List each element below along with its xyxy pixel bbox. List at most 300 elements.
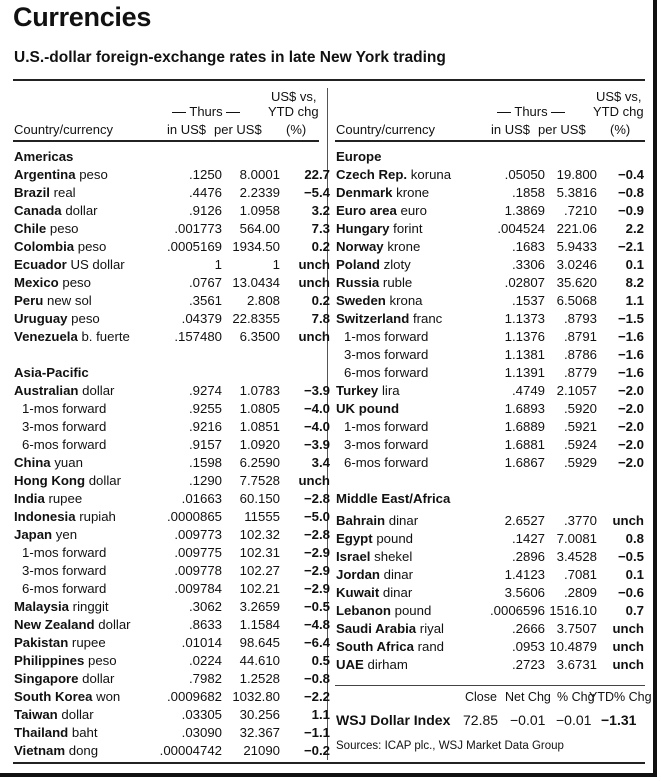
currency-name — [336, 238, 420, 256]
value-per-us: 102.21 — [239, 581, 280, 596]
value-in-us: .4749 — [511, 383, 545, 398]
value-ytd-change: −4.8 — [303, 617, 330, 632]
currency-unit: 1-mos forward — [344, 419, 429, 434]
country-name: Taiwan — [14, 707, 58, 722]
dollar-index-header-close: Close — [465, 690, 497, 704]
value-per-us: 1.0851 — [239, 419, 280, 434]
value-in-us: 1.6881 — [504, 437, 545, 452]
currency-row — [336, 584, 646, 602]
currency-row — [336, 166, 646, 184]
country-name: Hong Kong — [14, 473, 86, 488]
bottom-rule — [13, 762, 645, 764]
currency-unit: baht — [71, 725, 98, 740]
country-name: Jordan — [336, 567, 380, 582]
country-name: New Zealand — [14, 617, 95, 632]
currency-name — [344, 454, 428, 472]
value-per-us: 564.00 — [239, 221, 280, 236]
currency-row — [14, 310, 330, 328]
currency-name — [336, 512, 418, 530]
value-in-us: .04379 — [181, 311, 222, 326]
left-header-pct: (%) — [286, 122, 307, 137]
currency-name — [22, 544, 106, 562]
value-in-us: 1.6867 — [504, 455, 545, 470]
country-name: Indonesia — [14, 509, 76, 524]
currency-row — [336, 328, 646, 346]
value-ytd-change: −1.6 — [617, 329, 644, 344]
value-per-us: 2.1057 — [556, 383, 597, 398]
value-per-us: 2.808 — [246, 293, 280, 308]
right-header-ytd-top: US$ vs, — [596, 89, 642, 104]
currency-unit: dollar — [61, 707, 94, 722]
value-per-us: 6.3500 — [239, 329, 280, 344]
currency-row — [14, 688, 330, 706]
value-ytd-change: −2.8 — [303, 527, 330, 542]
value-in-us: .9157 — [188, 437, 222, 452]
currency-name — [14, 220, 79, 238]
currency-row — [336, 184, 646, 202]
value-ytd-change: −3.9 — [303, 383, 330, 398]
value-ytd-change: −2.0 — [617, 401, 644, 416]
value-ytd-change: −2.0 — [617, 383, 644, 398]
value-per-us: 1516.10 — [549, 603, 597, 618]
section-heading — [336, 148, 646, 166]
value-per-us: 5.9433 — [556, 239, 597, 254]
currency-row — [14, 454, 330, 472]
country-name: Kuwait — [336, 585, 380, 600]
currency-name — [22, 418, 106, 436]
currency-name — [336, 530, 413, 548]
currency-row — [14, 526, 330, 544]
value-ytd-change: 1.1 — [625, 293, 644, 308]
value-ytd-change: 7.3 — [311, 221, 330, 236]
currency-name — [344, 418, 428, 436]
value-per-us: 1.0805 — [239, 401, 280, 416]
country-name: Peru — [14, 293, 44, 308]
currency-unit: rupee — [71, 635, 106, 650]
country-name: Czech Rep. — [336, 167, 408, 182]
currency-name — [14, 274, 91, 292]
currency-row — [336, 292, 646, 310]
currency-unit: 1-mos forward — [22, 545, 107, 560]
value-ytd-change: −5.4 — [303, 185, 330, 200]
currency-unit: dinar — [388, 513, 419, 528]
value-in-us: .0224 — [188, 653, 222, 668]
currency-row — [14, 274, 330, 292]
value-ytd-change: 7.8 — [311, 311, 330, 326]
country-name: Uruguay — [14, 311, 68, 326]
value-ytd-change: −4.0 — [303, 401, 330, 416]
currency-unit: peso — [49, 221, 79, 236]
value-ytd-change: 3.2 — [311, 203, 330, 218]
value-per-us: 35.620 — [556, 275, 597, 290]
value-per-us: .8779 — [563, 365, 597, 380]
currency-row — [14, 292, 330, 310]
country-name: Malaysia — [14, 599, 69, 614]
value-ytd-change: −2.9 — [303, 581, 330, 596]
value-ytd-change: −2.9 — [303, 563, 330, 578]
value-per-us: 11555 — [244, 509, 280, 524]
page-title: Currencies — [13, 2, 152, 32]
currency-name — [336, 184, 429, 202]
value-per-us: .5921 — [563, 419, 597, 434]
right-column — [336, 148, 646, 674]
currency-unit: forint — [393, 221, 423, 236]
value-ytd-change: −0.5 — [617, 549, 644, 564]
value-ytd-change: −1.1 — [303, 725, 330, 740]
country-name: Saudi Arabia — [336, 621, 417, 636]
currency-row — [336, 274, 646, 292]
left-header-thurs-label: Thurs — [189, 104, 223, 119]
value-in-us: 3.5606 — [504, 585, 545, 600]
currency-unit: 6-mos forward — [22, 581, 107, 596]
left-header-ytd-top: US$ vs, — [271, 89, 317, 104]
currency-unit: yuan — [54, 455, 83, 470]
value-ytd-change: 3.4 — [311, 455, 330, 470]
country-name: Hungary — [336, 221, 390, 236]
value-ytd-change: 2.2 — [625, 221, 644, 236]
section-heading — [14, 148, 324, 166]
currency-unit: dong — [68, 743, 99, 758]
value-ytd-change: −1.5 — [617, 311, 644, 326]
section-label: Middle East/Africa — [336, 491, 451, 506]
currency-unit: yen — [55, 527, 78, 542]
sources-note: Sources: ICAP plc., WSJ Market Data Group — [336, 740, 564, 752]
value-per-us: 3.6731 — [556, 657, 597, 672]
currency-unit: dinar — [382, 585, 413, 600]
country-name: Bahrain — [336, 513, 386, 528]
currency-row — [14, 562, 330, 580]
value-in-us: .00004742 — [159, 743, 222, 758]
value-per-us: 1032.80 — [232, 689, 280, 704]
currency-row — [14, 220, 330, 238]
currency-name — [336, 400, 399, 418]
currency-row — [14, 490, 330, 508]
currency-unit: krona — [389, 293, 423, 308]
currency-row — [14, 616, 330, 634]
currency-unit: dollar — [98, 617, 131, 632]
value-ytd-change: 0.2 — [311, 293, 330, 308]
value-ytd-change: unch — [298, 275, 330, 290]
currency-unit: riyal — [419, 621, 444, 636]
value-per-us: 10.4879 — [549, 639, 597, 654]
country-name: UK — [336, 401, 356, 416]
value-per-us: .2809 — [563, 585, 597, 600]
value-per-us: 3.4528 — [556, 549, 597, 564]
currency-name — [336, 256, 411, 274]
section-label: Asia-Pacific — [14, 365, 89, 380]
currency-row — [336, 638, 646, 656]
currency-row — [336, 454, 646, 472]
currency-unit: 3-mos forward — [22, 563, 107, 578]
country-name: Venezuela — [14, 329, 78, 344]
value-in-us: .009773 — [174, 527, 222, 542]
section-heading — [14, 364, 324, 382]
country-name: Argentina — [14, 167, 76, 182]
value-in-us: .7982 — [188, 671, 222, 686]
currency-row — [336, 512, 646, 530]
value-per-us: 21090 — [243, 743, 280, 758]
value-in-us: 1.3869 — [504, 203, 545, 218]
value-per-us: 6.2590 — [239, 455, 280, 470]
country-name: Thailand — [14, 725, 69, 740]
currency-unit: peso — [88, 653, 117, 668]
section-label: Americas — [14, 149, 74, 164]
country-name: China — [14, 455, 51, 470]
currency-unit: b. fuerte — [81, 329, 130, 344]
value-per-us: 1 — [272, 257, 280, 272]
country-name: Philippines — [14, 653, 85, 668]
value-in-us: .9216 — [188, 419, 222, 434]
value-per-us: 3.0246 — [556, 257, 597, 272]
value-per-us: 30.256 — [239, 707, 280, 722]
value-in-us: .2666 — [511, 621, 545, 636]
value-ytd-change: −5.0 — [303, 509, 330, 524]
value-per-us: 60.150 — [239, 491, 280, 506]
currency-name — [344, 346, 428, 364]
value-per-us: 1.0920 — [239, 437, 280, 452]
value-in-us: 1.1373 — [504, 311, 545, 326]
thurs-line-right-r — [551, 112, 565, 113]
currency-name — [14, 166, 108, 184]
value-ytd-change: −2.0 — [617, 419, 644, 434]
value-ytd-change: unch — [612, 621, 644, 636]
value-ytd-change: −0.8 — [303, 671, 330, 686]
currency-unit: US dollar — [70, 257, 125, 272]
currency-row — [336, 202, 646, 220]
thurs-line-right — [226, 112, 240, 113]
country-name: Egypt — [336, 531, 373, 546]
section-gap — [14, 346, 324, 364]
currency-row — [14, 472, 330, 490]
currency-name — [14, 382, 114, 400]
currency-unit: rupee — [48, 491, 83, 506]
value-ytd-change: unch — [612, 657, 644, 672]
dollar-index-ytdpct: −1.31 — [601, 712, 637, 728]
right-header-thurs — [497, 104, 565, 119]
right-header-country: Country/currency — [336, 122, 435, 137]
value-ytd-change: −0.5 — [303, 599, 330, 614]
currency-name — [336, 566, 413, 584]
value-in-us: 1.4123 — [504, 567, 545, 582]
currency-name — [14, 184, 76, 202]
currency-unit: peso — [71, 311, 100, 326]
country-name: Poland — [336, 257, 380, 272]
left-column — [14, 148, 330, 760]
currency-unit: dollar — [82, 671, 115, 686]
currency-name — [14, 292, 92, 310]
country-name: Vietnam — [14, 743, 66, 758]
currency-row — [14, 724, 330, 742]
value-ytd-change: 0.1 — [625, 567, 644, 582]
currency-name — [14, 724, 98, 742]
value-ytd-change: 8.2 — [625, 275, 644, 290]
country-name: Chile — [14, 221, 47, 236]
value-per-us: .7081 — [563, 567, 597, 582]
currency-unit: dollar — [65, 203, 98, 218]
currency-row — [14, 382, 330, 400]
value-in-us: 1.6893 — [504, 401, 545, 416]
currency-name — [14, 688, 120, 706]
currency-row — [336, 530, 646, 548]
currency-unit: 3-mos forward — [344, 347, 429, 362]
currency-row — [14, 670, 330, 688]
currency-unit: dollar — [82, 383, 115, 398]
country-name: Colombia — [14, 239, 75, 254]
value-per-us: 7.0081 — [556, 531, 597, 546]
currency-row — [14, 598, 330, 616]
value-per-us: 1.0783 — [239, 383, 280, 398]
section-label: Europe — [336, 149, 382, 164]
value-per-us: .5929 — [563, 455, 597, 470]
value-per-us: 221.06 — [556, 221, 597, 236]
currency-row — [336, 656, 646, 674]
currency-unit: krone — [387, 239, 421, 254]
value-ytd-change: −2.2 — [303, 689, 330, 704]
currency-name — [22, 400, 106, 418]
currency-unit: rand — [417, 639, 444, 654]
country-name: South Korea — [14, 689, 93, 704]
currency-name — [22, 580, 106, 598]
currency-row — [336, 436, 646, 454]
currency-unit: 6-mos forward — [344, 455, 429, 470]
dollar-index-netchg: −0.01 — [510, 712, 546, 728]
country-name: Brazil — [14, 185, 50, 200]
currency-unit: won — [96, 689, 121, 704]
value-ytd-change: −2.9 — [303, 545, 330, 560]
currency-name — [336, 620, 444, 638]
currency-unit: pound — [358, 401, 400, 416]
currency-row — [336, 310, 646, 328]
currency-row — [336, 238, 646, 256]
value-in-us: .02807 — [504, 275, 545, 290]
currency-row — [336, 602, 646, 620]
currency-name — [336, 584, 412, 602]
currency-unit: zloty — [383, 257, 411, 272]
value-per-us: 102.32 — [239, 527, 280, 542]
country-name: Singapore — [14, 671, 79, 686]
left-header-country: Country/currency — [14, 122, 113, 137]
value-in-us: .8633 — [188, 617, 222, 632]
currency-name — [14, 742, 98, 760]
right-header-in-us: in US$ — [491, 122, 531, 137]
dollar-index-header-ytdpct: YTD% Chg — [589, 690, 652, 704]
currency-unit: ruble — [382, 275, 413, 290]
left-header-in-us: in US$ — [167, 122, 207, 137]
currency-row — [14, 328, 330, 346]
value-ytd-change: 0.2 — [311, 239, 330, 254]
currency-row — [14, 580, 330, 598]
value-in-us: .1683 — [511, 239, 545, 254]
country-name: Canada — [14, 203, 62, 218]
currency-name — [14, 310, 100, 328]
currency-name — [336, 310, 442, 328]
currency-name — [14, 238, 106, 256]
value-in-us: .1290 — [188, 473, 222, 488]
currency-name — [14, 670, 114, 688]
value-per-us: .7210 — [563, 203, 597, 218]
value-ytd-change: −2.1 — [617, 239, 644, 254]
currency-unit: dollar — [88, 473, 121, 488]
value-ytd-change: −1.6 — [617, 365, 644, 380]
currency-unit: pound — [376, 531, 413, 546]
currency-row — [14, 652, 330, 670]
dollar-index-header-netchg: Net Chg — [505, 690, 551, 704]
value-ytd-change: unch — [298, 257, 330, 272]
value-per-us: .5924 — [563, 437, 597, 452]
value-in-us: .001773 — [174, 221, 222, 236]
currency-name — [336, 220, 423, 238]
value-ytd-change: −0.9 — [617, 203, 644, 218]
value-per-us: 3.2659 — [239, 599, 280, 614]
country-name: Lebanon — [336, 603, 391, 618]
value-in-us: .03305 — [181, 707, 222, 722]
currency-row — [14, 184, 330, 202]
country-name: Norway — [336, 239, 384, 254]
value-in-us: .004524 — [497, 221, 545, 236]
currency-name — [336, 274, 412, 292]
country-name: Israel — [336, 549, 371, 564]
currency-row — [14, 238, 330, 256]
currency-row — [14, 634, 330, 652]
value-in-us: 1.6889 — [504, 419, 545, 434]
currency-name — [336, 292, 423, 310]
currency-row — [14, 508, 330, 526]
value-per-us: 22.8355 — [232, 311, 280, 326]
country-name: India — [14, 491, 45, 506]
value-in-us: .0009682 — [166, 689, 222, 704]
currency-unit: peso — [62, 275, 91, 290]
thurs-line-left-r — [497, 112, 511, 113]
currency-name — [14, 256, 125, 274]
value-ytd-change: −2.0 — [617, 437, 644, 452]
value-in-us: 1 — [214, 257, 222, 272]
currency-row — [14, 400, 330, 418]
currency-unit: koruna — [410, 167, 452, 182]
currency-name — [336, 602, 431, 620]
thurs-line-left — [172, 112, 186, 113]
dollar-index-label: WSJ Dollar Index — [336, 712, 451, 728]
currency-unit: new sol — [47, 293, 92, 308]
currency-name — [336, 202, 427, 220]
value-in-us: .2723 — [511, 657, 545, 672]
value-in-us: .009784 — [174, 581, 222, 596]
country-name: Turkey — [336, 383, 379, 398]
currency-unit: peso — [77, 239, 107, 254]
dollar-index-close: 72.85 — [463, 712, 499, 728]
value-per-us: 98.645 — [239, 635, 280, 650]
currency-name — [14, 202, 98, 220]
value-ytd-change: −6.4 — [303, 635, 330, 650]
currency-name — [14, 652, 117, 670]
right-header-pct: (%) — [610, 122, 631, 137]
value-per-us: 3.7507 — [556, 621, 597, 636]
value-ytd-change: unch — [612, 513, 644, 528]
country-name: Australian — [14, 383, 79, 398]
section-gap — [336, 472, 646, 490]
value-per-us: 6.5068 — [556, 293, 597, 308]
section-heading — [336, 490, 646, 508]
value-per-us: 44.610 — [239, 653, 280, 668]
currency-name — [22, 562, 106, 580]
currency-unit: lira — [381, 383, 400, 398]
value-ytd-change: −1.6 — [617, 347, 644, 362]
page-subtitle: U.S.-dollar foreign-exchange rates in late New York trading — [14, 49, 446, 66]
value-in-us: .9126 — [188, 203, 222, 218]
currency-row — [336, 548, 646, 566]
currency-row — [14, 418, 330, 436]
value-in-us: .1427 — [511, 531, 545, 546]
currency-name — [14, 490, 82, 508]
